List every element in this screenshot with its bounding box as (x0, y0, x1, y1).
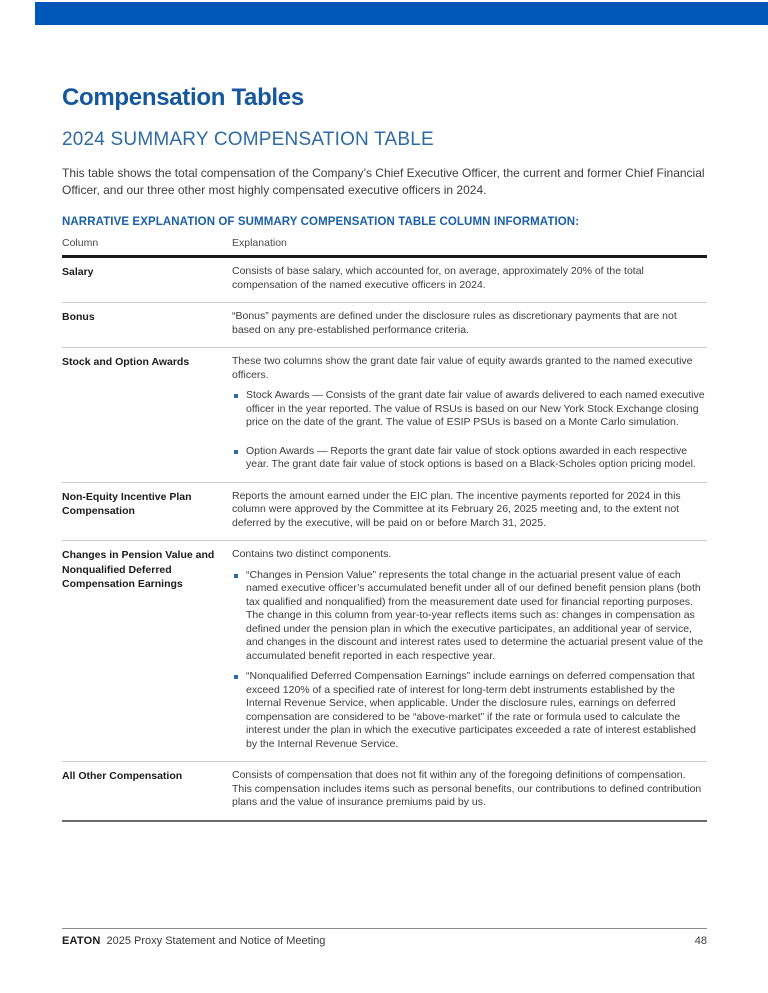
table-header-column: Column (62, 237, 99, 249)
page-footer (62, 928, 707, 947)
bullet-text: Stock Awards — Consists of the grant date fair value of awards delivered to each named executive officer in the year reported. The value of RSUs is based on our New York Stock Exchange closing price on the date of the grant. The value of ESIP PSUs is based on a Monte Carlo simulation. (246, 389, 705, 428)
bullet-item (232, 445, 707, 472)
section-heading: 2024 SUMMARY COMPENSATION TABLE (62, 129, 434, 150)
page-content (62, 0, 707, 822)
table-row (62, 348, 707, 483)
explanation-paragraph: “Bonus” payments are defined under the disclosure rules as discretionary payments that are not based on any pre-established performance criteria. (232, 310, 677, 336)
row-explanation (232, 548, 707, 751)
bullet-item (232, 670, 707, 751)
row-column-label: Changes in Pension Value and Nonqualified Deferred Compensation Earnings (62, 549, 215, 590)
explanation-table-body (62, 258, 707, 820)
page-title: Compensation Tables (62, 84, 304, 111)
bullet-square-icon (234, 675, 238, 679)
table-header-row (62, 237, 707, 258)
row-column-label: All Other Compensation (62, 770, 183, 782)
row-explanation (232, 310, 707, 337)
row-column-label: Non-Equity Incentive Plan Compensation (62, 490, 192, 517)
table-row (62, 258, 707, 303)
table-row (62, 541, 707, 762)
footer-page-number: 48 (694, 935, 707, 947)
bullet-text: “Nonqualified Deferred Compensation Earnings” include earnings on deferred compensation that exceed 120% of a specified rate of interest for long-term debt instruments established by the Internal Revenue Service, when applicable. Under the disclosure rules, earnings on deferred compensation are considered to be “above-market” if the rate or formula used to calculate the interest under the plan in which the executive participates exceeded a rate of interest established by the Internal Revenue Service. (246, 670, 697, 750)
explanation-paragraph: Reports the amount earned under the EIC plan. The incentive payments reported for 2024 in this column were approved by the Committee at its February 26, 2025 meeting and, to the extent not deferred by the executive, will be paid on or before March 31, 2025. (232, 489, 681, 529)
bullet-square-icon (234, 450, 238, 454)
bullet-square-icon (234, 574, 238, 578)
row-column-label: Bonus (62, 311, 95, 323)
bullet-text: “Changes in Pension Value” represents the total change in the actuarial present value of each named executive officer’s accumulated benefit under all of our defined benefit pension plans (both tax qualified and nonqualified) from the measurement date used for financial reporting purposes. The change in this column from year-to-year reflects items such as: changes in compensation as defined under the pension plan in which the executive participates, an additional year of service, and changes in the discount and interest rates used to determine the actuarial present value of the accumulated benefit reported in each respective year. (246, 568, 704, 662)
explanation-table (62, 237, 707, 822)
row-explanation (232, 769, 707, 810)
intro-paragraph: This table shows the total compensation of the Company’s Chief Executive Officer, the current and former Chief Financial Officer, and our three other most highly compensated executive officers in 2024. (62, 166, 705, 197)
footer-brand: EATON (62, 935, 101, 947)
row-column-label: Salary (62, 266, 94, 278)
explanation-paragraph: Consists of base salary, which accounted for, on average, approximately 20% of the total compensation of the named executive officers in 2024. (232, 265, 644, 291)
bullet-item (232, 389, 707, 430)
row-explanation (232, 355, 707, 472)
bullet-item (232, 569, 707, 664)
table-row (62, 483, 707, 542)
narrative-caption: NARRATIVE EXPLANATION OF SUMMARY COMPENSATION TABLE COLUMN INFORMATION: (62, 216, 580, 228)
row-explanation (232, 265, 707, 292)
row-column-label: Stock and Option Awards (62, 356, 190, 368)
table-row (62, 303, 707, 348)
bullet-text: Option Awards — Reports the grant date fair value of stock options awarded in each respective year. The grant date fair value of stock options is based on a Black-Scholes option pricing model. (246, 444, 696, 470)
row-explanation (232, 490, 707, 531)
explanation-paragraph: Consists of compensation that does not fit within any of the foregoing definitions of compensation. This compensation includes items such as personal benefits, our contributions to defined contribution plans and the value of insurance premiums paid by us. (232, 769, 702, 808)
bullet-square-icon (234, 394, 238, 398)
table-row (62, 762, 707, 820)
footer-document-label: 2025 Proxy Statement and Notice of Meeting (106, 935, 326, 947)
explanation-paragraph: Contains two distinct components. (232, 548, 392, 560)
explanation-paragraph: These two columns show the grant date fair value of equity awards granted to the named executive officers. (232, 355, 693, 381)
table-header-explanation: Explanation (232, 237, 287, 249)
